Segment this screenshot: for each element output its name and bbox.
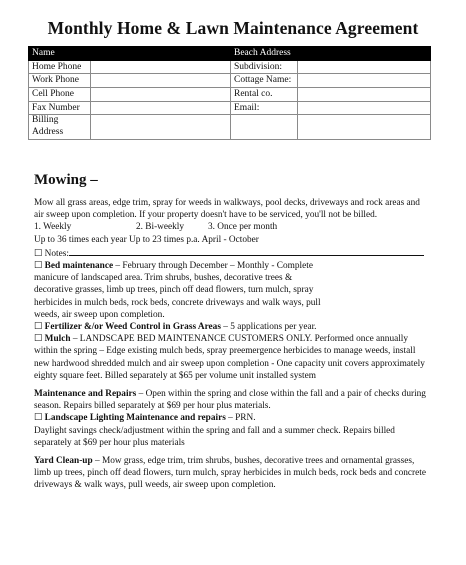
notes-field[interactable] [69,246,424,256]
repairs-label: Maintenance and Repairs [34,389,137,400]
notes-label: ☐ Notes: [34,248,69,259]
form-input-cell[interactable] [298,74,431,88]
form-row [29,47,431,61]
repairs-item [34,388,430,412]
option-biweekly: 2. Bi-weekly [136,222,185,233]
document-body [34,197,430,492]
cleanup-label: Yard Clean-up [34,456,93,467]
fertilizer-checkbox[interactable]: ☐ [34,322,43,333]
form-row [29,88,431,102]
lighting-detail: Daylight savings check/adjustment within the spring and fall and a summer check. Repairs billed separately at $69 per hour plus materials [34,425,395,448]
mulch-label: Mulch [44,334,71,345]
document-title: Monthly Home & Lawn Maintenance Agreement [47,18,419,38]
form-input-cell[interactable] [298,115,431,140]
bed-maintenance-item [34,260,326,321]
mowing-heading: Mowing – [34,172,98,188]
repairs-text: – Open within the spring and close within the fall and a pair of checks during season. Repairs billed separately at $69 per hour plus materials. [34,389,426,412]
form-label-cell: Billing Address [29,115,91,140]
form-label-cell: Home Phone [29,60,91,74]
form-input-cell[interactable] [91,115,231,140]
form-row [29,101,431,115]
form-label-cell: Subdivision: [231,60,298,74]
mulch-checkbox[interactable]: ☐ [34,334,43,345]
option-monthly: 3. Once per month [208,222,278,233]
mulch-item [34,333,430,382]
fertilizer-text: – 5 applications per year. [220,322,317,333]
fertilizer-item [34,321,326,333]
cleanup-text: – Mow grass, edge trim, trim shrubs, bushes, decorative trees and ornamental grasses, limb up trees, pinch off dead flowers, turn mulch, spray herbicides in mulch beds, rock beds and concrete driveways & walk ways, pull weeds, air sweep upon completion. [34,456,426,491]
form-input-cell[interactable] [298,101,431,115]
form-label-cell: Name [29,47,91,61]
form-label-cell: Cottage Name: [231,74,298,88]
form-input-cell[interactable] [91,88,231,102]
customer-info-table [28,46,431,140]
lighting-label: Landscape Lighting Maintenance and repairs [44,413,226,424]
form-input-cell[interactable] [91,74,231,88]
form-input-cell[interactable] [298,60,431,74]
lighting-checkbox[interactable]: ☐ [34,413,43,424]
form-row [29,115,431,140]
bed-checkbox[interactable]: ☐ [34,261,43,272]
form-row [29,74,431,88]
bed-text: – February through December – Monthly - Complete manicure of landscaped area. Trim shrubs, bushes, decorative trees & decorative grasses, limb up trees, pinch off dead flowers, turn mulch, spray herbicides in mulch beds, rock beds, concrete driveways and walk ways, pull weeds, air sweep upon completion. [34,261,321,320]
option-weekly: 1. Weekly [34,222,72,233]
form-label-cell: Rental co. [231,88,298,102]
form-label-cell: Fax Number [29,101,91,115]
fertilizer-label: Fertilizer &/or Weed Control in Grass Areas [44,322,221,333]
form-input-cell[interactable] [298,88,431,102]
mowing-options [34,221,430,233]
notes-row [34,246,430,260]
form-input-cell[interactable] [91,60,231,74]
form-input-cell[interactable] [231,115,298,140]
form-label-cell: Email: [231,101,298,115]
form-row [29,60,431,74]
form-input-cell[interactable] [298,47,431,61]
form-input-cell[interactable] [91,47,231,61]
form-input-cell[interactable] [91,101,231,115]
mowing-description: Mow all grass areas, edge trim, spray for weeds in walkways, pool decks, driveways and rock areas and air sweep upon completion. If your property doesn't have to be serviced, you'll not be billed. [34,198,420,221]
form-label-cell: Work Phone [29,74,91,88]
mulch-text: – LANDSCAPE BED MAINTENANCE CUSTOMERS ONLY. Performed once annually within the spring – Edge existing mulch beds, spray preemergence herbicides to manage weeds, install new hardwood shredded mulch and air sweep upon completion - One capacity unit covers approximately eighty square feet. Billed separately at $65 per volume unit installed system [34,334,425,381]
mowing-times: Up to 36 times each year Up to 23 times p.a. April - October [34,234,259,245]
form-label-cell: Beach Address [231,47,298,61]
form-label-cell: Cell Phone [29,88,91,102]
lighting-item [34,412,430,424]
bed-label: Bed maintenance [44,261,114,272]
cleanup-item [34,455,430,492]
lighting-text: – PRN. [225,413,256,424]
